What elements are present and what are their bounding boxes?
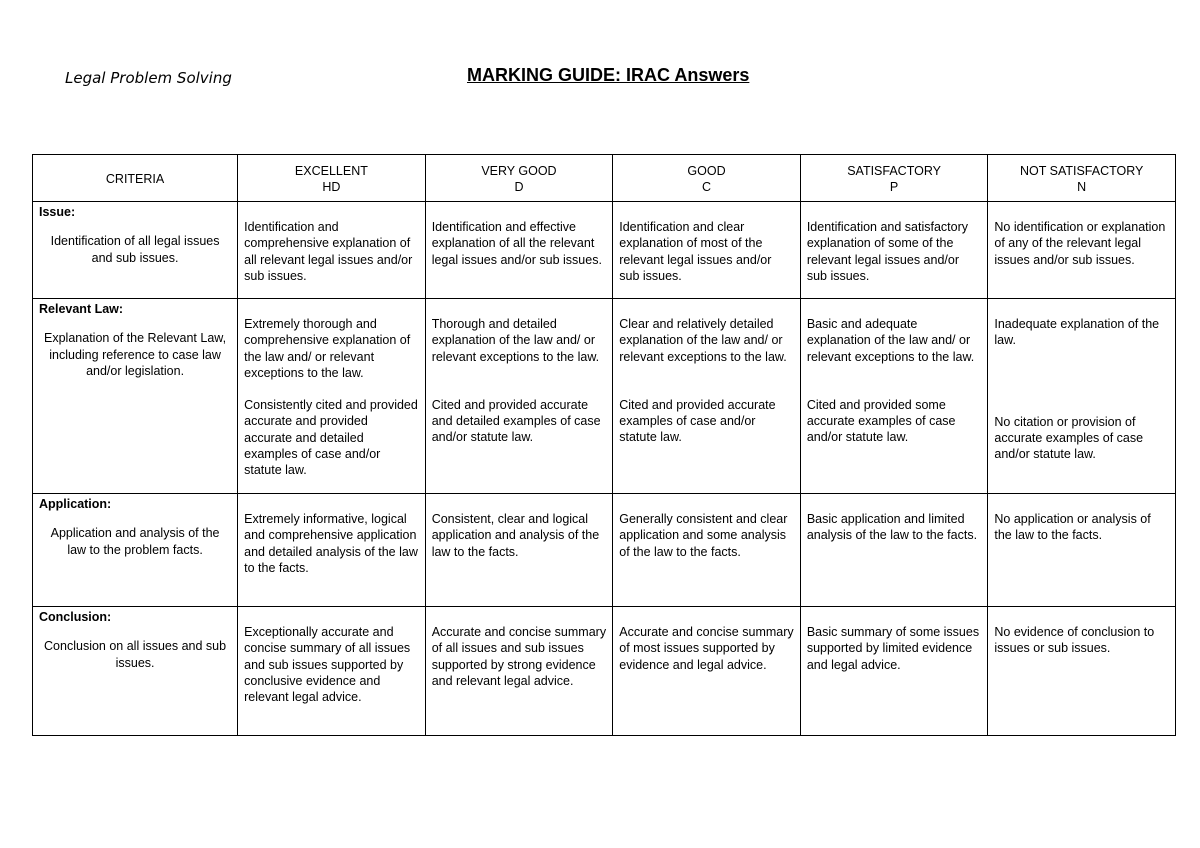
- grade-cell: Generally consistent and clear application and some analysis of the law to the facts.: [613, 494, 801, 607]
- criteria-title: Application:: [39, 497, 112, 511]
- grade-cell: Basic application and limited analysis of the law to the facts.: [800, 494, 988, 607]
- criteria-cell: [33, 299, 238, 494]
- criteria-title: Issue:: [39, 205, 76, 219]
- grade-cell: No identification or explanation of any of the relevant legal issues and/or sub issues.: [988, 202, 1176, 299]
- criteria-cell: [33, 607, 238, 736]
- grade-cell: Identification and effective explanation of all the relevant legal issues and/or sub issues.: [425, 202, 613, 299]
- grade-cell: Identification and clear explanation of most of the relevant legal issues and/or sub issues.: [613, 202, 801, 299]
- marking-guide-table: [32, 154, 1176, 736]
- column-header-satisfactory: SATISFACTORY P: [800, 155, 988, 202]
- grade-cell: No evidence of conclusion to issues or sub issues.: [988, 607, 1176, 736]
- grade-cell: No application or analysis of the law to the facts.: [988, 494, 1176, 607]
- grade-cell: Basic and adequate explanation of the law and/ or relevant exceptions to the law. Cited and provided some accurate examples of case and/or statute law.: [800, 299, 988, 494]
- grade-cell: Accurate and concise summary of most issues supported by evidence and legal advice.: [613, 607, 801, 736]
- page-title: MARKING GUIDE: IRAC Answers: [467, 65, 750, 85]
- criteria-description: Explanation of the Relevant Law, including reference to case law and/or legislation.: [44, 331, 227, 378]
- column-header-good: GOOD C: [613, 155, 801, 202]
- criteria-cell: [33, 494, 238, 607]
- table-row: [33, 299, 1176, 494]
- grade-cell: Accurate and concise summary of all issues and sub issues supported by strong evidence and relevant legal advice.: [425, 607, 613, 736]
- column-header-not-satisfactory: NOT SATISFACTORY N: [988, 155, 1176, 202]
- table-row: [33, 494, 1176, 607]
- column-header-criteria: CRITERIA: [33, 155, 238, 202]
- grade-cell: Thorough and detailed explanation of the law and/ or relevant exceptions to the law. Cited and provided accurate and detailed examples of case and/or statute law.: [425, 299, 613, 494]
- grade-cell: Basic summary of some issues supported by limited evidence and legal advice.: [800, 607, 988, 736]
- grade-cell: Identification and comprehensive explanation of all relevant legal issues and/or sub issues.: [238, 202, 426, 299]
- grade-cell: Extremely thorough and comprehensive explanation of the law and/ or relevant exceptions to the law. Consistently cited and provided accurate and provided accurate and detailed examples of case and/or statute law.: [238, 299, 426, 494]
- table-header-row: [33, 155, 1176, 202]
- criteria-title: Relevant Law:: [39, 302, 124, 316]
- criteria-description: Identification of all legal issues and sub issues.: [50, 234, 220, 265]
- grade-cell: Inadequate explanation of the law. No citation or provision of accurate examples of case and/or statute law.: [988, 299, 1176, 494]
- table-row: [33, 202, 1176, 299]
- criteria-description: Conclusion on all issues and sub issues.: [44, 639, 227, 670]
- criteria-description: Application and analysis of the law to the problem facts.: [50, 526, 220, 557]
- table-row: [33, 607, 1176, 736]
- grade-cell: Exceptionally accurate and concise summary of all issues and sub issues supported by conclusive evidence and relevant legal advice.: [238, 607, 426, 736]
- column-header-excellent: EXCELLENT HD: [238, 155, 426, 202]
- column-header-very-good: VERY GOOD D: [425, 155, 613, 202]
- criteria-title: Conclusion:: [39, 610, 112, 624]
- grade-cell: Clear and relatively detailed explanation of the law and/ or relevant exceptions to the law. Cited and provided accurate examples of case and/or statute law.: [613, 299, 801, 494]
- criteria-cell: [33, 202, 238, 299]
- grade-cell: Identification and satisfactory explanation of some of the relevant legal issues and/or sub issues.: [800, 202, 988, 299]
- grade-cell: Extremely informative, logical and comprehensive application and detailed analysis of the law to the facts.: [238, 494, 426, 607]
- grade-cell: Consistent, clear and logical application and analysis of the law to the facts.: [425, 494, 613, 607]
- course-name: Legal Problem Solving: [65, 69, 232, 87]
